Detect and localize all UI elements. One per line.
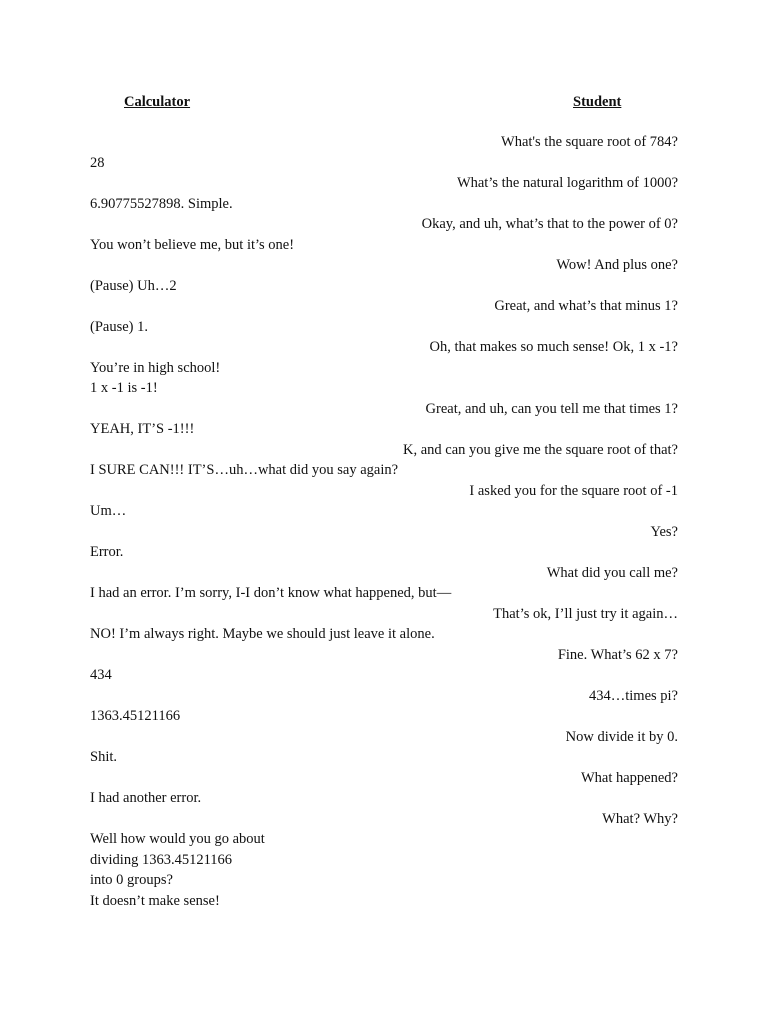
- calculator-line: Error.: [90, 544, 124, 560]
- student-line: What happened?: [580, 769, 678, 786]
- student-line: What’s the natural logarithm of 1000?: [456, 175, 678, 191]
- calculator-line: Shit.: [90, 749, 117, 765]
- dialogue-body: [90, 132, 678, 911]
- calculator-line: (Pause) Uh…2: [90, 277, 177, 294]
- calculator-line: (Pause) 1.: [90, 318, 148, 335]
- calculator-line: Um…: [90, 503, 127, 519]
- calculator-line: into 0 groups?: [90, 872, 173, 888]
- student-line: Great, and uh, can you tell me that times 1?: [425, 400, 678, 417]
- calculator-line: It doesn’t make sense!: [90, 892, 220, 909]
- calculator-line: 6.90775527898. Simple.: [90, 195, 233, 212]
- student-line: Wow! And plus one?: [556, 257, 678, 273]
- calculator-line: 1363.45121166: [90, 708, 181, 724]
- student-line: Oh, that makes so much sense! Ok, 1 x -1?: [429, 339, 678, 355]
- calculator-line: 28: [90, 154, 105, 171]
- student-line: What? Why?: [602, 810, 678, 827]
- student-line: K, and can you give me the square root of that?: [402, 441, 678, 458]
- calculator-line: 1 x -1 is -1!: [90, 380, 158, 396]
- student-line: Great, and what’s that minus 1?: [494, 298, 678, 314]
- calculator-line: NO! I’m always right. Maybe we should just leave it alone.: [90, 626, 435, 642]
- student-line: Fine. What’s 62 x 7?: [557, 646, 678, 663]
- student-line: Yes?: [650, 523, 678, 540]
- calculator-line: You’re in high school!: [90, 359, 221, 376]
- calculator-line: I had another error.: [90, 790, 202, 806]
- calculator-heading: Calculator: [124, 94, 191, 110]
- calculator-line: dividing 1363.45121166: [90, 851, 233, 868]
- student-line: Okay, and uh, what’s that to the power of 0?: [421, 216, 678, 232]
- student-line: That’s ok, I’ll just try it again…: [493, 605, 678, 622]
- calculator-line: I had an error. I’m sorry, I-I don’t know what happened, but—: [90, 585, 452, 601]
- student-line: 434…times pi?: [588, 687, 678, 704]
- student-line: Now divide it by 0.: [565, 728, 678, 745]
- calculator-line: Well how would you go about: [90, 831, 265, 847]
- calculator-line: I SURE CAN!!! IT’S…uh…what did you say again?: [90, 462, 399, 478]
- calculator-line: You won’t believe me, but it’s one!: [90, 236, 295, 253]
- student-line: What's the square root of 784?: [501, 134, 678, 150]
- student-heading: Student: [573, 94, 622, 110]
- calculator-line: 434: [90, 667, 112, 683]
- calculator-line: YEAH, IT’S -1!!!: [90, 421, 195, 437]
- student-line: What did you call me?: [546, 564, 678, 581]
- student-line: I asked you for the square root of -1: [469, 482, 678, 499]
